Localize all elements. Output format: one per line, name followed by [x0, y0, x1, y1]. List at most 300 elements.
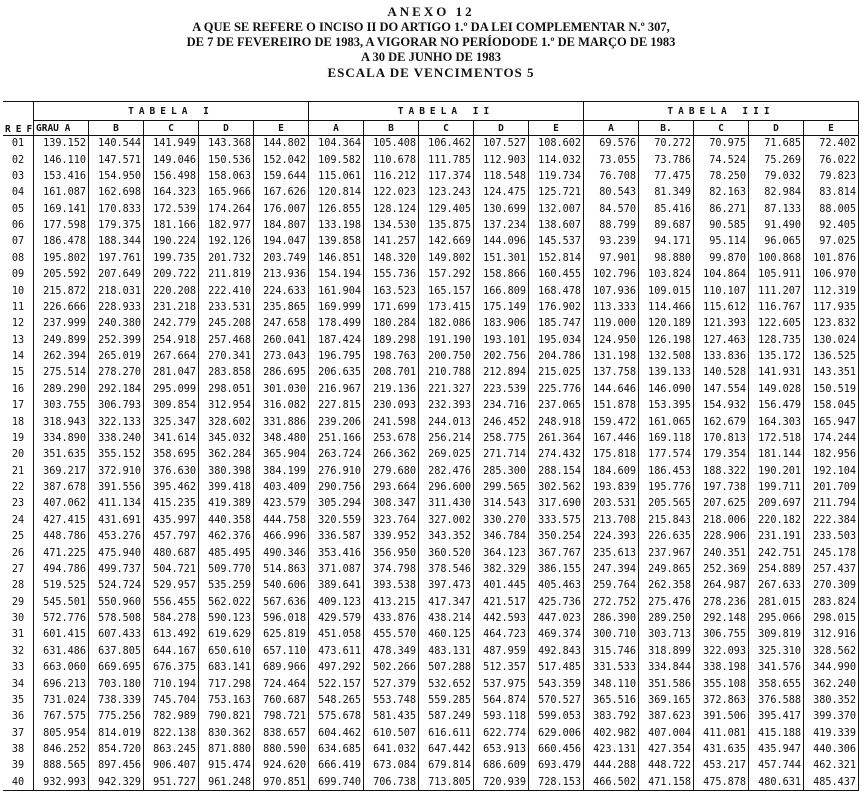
salary-cell: 457.797: [144, 529, 199, 545]
salary-cell: 177.598: [34, 217, 89, 233]
salary-cell: 320.559: [309, 512, 364, 528]
column-header: A: [309, 121, 364, 136]
salary-cell: 171.699: [364, 299, 419, 315]
salary-cell: 296.600: [419, 479, 474, 495]
salary-cell: 225.776: [529, 381, 584, 397]
salary-cell: 417.347: [419, 594, 474, 610]
salary-cell: 312.954: [199, 398, 254, 414]
salary-cell: 222.384: [804, 512, 859, 528]
salary-cell: 299.565: [474, 479, 529, 495]
salary-cell: 679.814: [419, 758, 474, 774]
salary-cell: 295.099: [144, 381, 199, 397]
salary-cell: 158.866: [474, 267, 529, 283]
salary-cell: 161.065: [639, 414, 694, 430]
salary-cell: 578.508: [89, 610, 144, 626]
salary-cell: 562.022: [199, 594, 254, 610]
salary-cell: 378.546: [419, 561, 474, 577]
salary-cell: 273.043: [254, 348, 309, 364]
salary-cell: 88.799: [584, 217, 639, 233]
salary-cell: 369.217: [34, 463, 89, 479]
salary-cell: 360.520: [419, 545, 474, 561]
salary-cell: 344.990: [804, 660, 859, 676]
salary-cell: 187.424: [309, 332, 364, 348]
salary-cell: 157.292: [419, 267, 474, 283]
salary-cell: 471.158: [639, 774, 694, 790]
salary-cell: 529.957: [144, 578, 199, 594]
salary-cell: 383.792: [584, 709, 639, 725]
ref-cell: 26: [3, 545, 34, 561]
salary-cell: 220.182: [749, 512, 804, 528]
salary-cell: 601.415: [34, 627, 89, 643]
salary-cell: 660.456: [529, 741, 584, 757]
table-row: [3, 250, 859, 266]
ref-cell: 30: [3, 610, 34, 626]
ref-cell: 07: [3, 234, 34, 250]
salary-cell: 622.774: [474, 725, 529, 741]
table-row: [3, 610, 859, 626]
salary-cell: 84.570: [584, 201, 639, 217]
salary-cell: 182.086: [419, 316, 474, 332]
salary-cell: 318.943: [34, 414, 89, 430]
salary-cell: 141.257: [364, 234, 419, 250]
salary-cell: 411.134: [89, 496, 144, 512]
salary-cell: 292.184: [89, 381, 144, 397]
salary-cell: 135.172: [749, 348, 804, 364]
salary-cell: 204.786: [529, 348, 584, 364]
salary-cell: 728.153: [529, 774, 584, 790]
salary-cell: 144.802: [254, 136, 309, 152]
salary-cell: 101.876: [804, 250, 859, 266]
salary-cell: 106.970: [804, 267, 859, 283]
salary-cell: 151.301: [474, 250, 529, 266]
salary-cell: 272.752: [584, 594, 639, 610]
annex-subtitle-line-3: A 30 DE JUNHO DE 1983: [361, 50, 501, 64]
table-row: [3, 578, 859, 594]
salary-cell: 775.256: [89, 709, 144, 725]
salary-cell: 309.819: [749, 627, 804, 643]
column-header: D: [749, 121, 804, 136]
salary-cell: 126.855: [309, 201, 364, 217]
salary-cell: 218.031: [89, 283, 144, 299]
salary-cell: 192.104: [804, 463, 859, 479]
salary-cell: 149.046: [144, 152, 199, 168]
salary-cell: 237.999: [34, 316, 89, 332]
salary-cell: 596.018: [254, 610, 309, 626]
salary-cell: 269.025: [419, 447, 474, 463]
salary-cell: 331.886: [254, 414, 309, 430]
ref-cell: 39: [3, 758, 34, 774]
salary-cell: 82.163: [694, 185, 749, 201]
salary-cell: 407.062: [34, 496, 89, 512]
salary-cell: 358.695: [144, 447, 199, 463]
salary-cell: 706.738: [364, 774, 419, 790]
group-header-tabela-i: TABELA I: [34, 102, 309, 121]
salary-cell: 166.809: [474, 283, 529, 299]
salary-cell: 79.823: [804, 168, 859, 184]
salary-cell: 333.575: [529, 512, 584, 528]
ref-cell: 14: [3, 348, 34, 364]
table-row: [3, 758, 859, 774]
table-row: [3, 152, 859, 168]
salary-cell: 231.218: [144, 299, 199, 315]
salary-cell: 142.669: [419, 234, 474, 250]
salary-cell: 116.767: [749, 299, 804, 315]
salary-cell: 160.455: [529, 267, 584, 283]
group-header-tabela-ii: TABELA II: [309, 102, 584, 121]
salary-cell: 475.940: [89, 545, 144, 561]
ref-cell: 01: [3, 136, 34, 152]
salary-cell: 119.734: [529, 168, 584, 184]
salary-cell: 201.709: [804, 479, 859, 495]
salary-cell: 104.364: [309, 136, 364, 152]
salary-cell: 179.375: [89, 217, 144, 233]
salary-cell: 178.499: [309, 316, 364, 332]
salary-cell: 153.416: [34, 168, 89, 184]
salary-cell: 154.932: [694, 398, 749, 414]
salary-cell: 213.936: [254, 267, 309, 283]
salary-cell: 73.786: [639, 152, 694, 168]
table-row: [3, 643, 859, 659]
salary-cell: 343.352: [419, 529, 474, 545]
salary-cell: 553.748: [364, 692, 419, 708]
salary-cell: 634.685: [309, 741, 364, 757]
salary-cell: 137.758: [584, 365, 639, 381]
salary-cell: 193.839: [584, 479, 639, 495]
ref-cell: 05: [3, 201, 34, 217]
column-header: C: [144, 121, 199, 136]
table-row: [3, 676, 859, 692]
salary-cell: 286.695: [254, 365, 309, 381]
salary-cell: 371.087: [309, 561, 364, 577]
salary-cell: 782.989: [144, 709, 199, 725]
salary-cell: 203.749: [254, 250, 309, 266]
salary-cell: 502.266: [364, 660, 419, 676]
ref-cell: 09: [3, 267, 34, 283]
salary-cell: 330.270: [474, 512, 529, 528]
ref-cell: 17: [3, 398, 34, 414]
ref-cell: 18: [3, 414, 34, 430]
salary-cell: 211.819: [199, 267, 254, 283]
salary-cell: 587.249: [419, 709, 474, 725]
salary-cell: 650.610: [199, 643, 254, 659]
salary-cell: 367.767: [529, 545, 584, 561]
salary-cell: 429.579: [309, 610, 364, 626]
salary-cell: 469.374: [529, 627, 584, 643]
salary-cell: 264.987: [694, 578, 749, 594]
salary-cell: 240.351: [694, 545, 749, 561]
salary-cell: 355.152: [89, 447, 144, 463]
salary-cell: 239.206: [309, 414, 364, 430]
salary-cell: 246.452: [474, 414, 529, 430]
salary-cell: 254.889: [749, 561, 804, 577]
salary-cell: 462.376: [199, 529, 254, 545]
salary-cell: 411.081: [694, 725, 749, 741]
salary-cell: 182.956: [804, 447, 859, 463]
table-row: [3, 217, 859, 233]
salary-cell: 435.997: [144, 512, 199, 528]
salary-cell: 215.843: [639, 512, 694, 528]
salary-cell: 203.531: [584, 496, 639, 512]
salary-cell: 535.259: [199, 578, 254, 594]
column-header: E: [254, 121, 309, 136]
salary-cell: 105.408: [364, 136, 419, 152]
salary-cell: 97.025: [804, 234, 859, 250]
ref-cell: 13: [3, 332, 34, 348]
salary-cell: 69.576: [584, 136, 639, 152]
salary-cell: 419.339: [804, 725, 859, 741]
salary-cell: 854.720: [89, 741, 144, 757]
ref-cell: 40: [3, 774, 34, 790]
salary-cell: 270.341: [199, 348, 254, 364]
salary-cell: 247.658: [254, 316, 309, 332]
salary-cell: 421.517: [474, 594, 529, 610]
salary-cell: 328.562: [804, 643, 859, 659]
salary-cell: 201.732: [199, 250, 254, 266]
salary-cell: 559.285: [419, 692, 474, 708]
salary-cell: 548.265: [309, 692, 364, 708]
salary-cell: 391.556: [89, 479, 144, 495]
salary-cell: 188.344: [89, 234, 144, 250]
salary-cell: 401.445: [474, 578, 529, 594]
table-row: [3, 709, 859, 725]
salary-cell: 112.903: [474, 152, 529, 168]
salary-cell: 270.309: [804, 578, 859, 594]
table-row: [3, 463, 859, 479]
salary-cell: 266.362: [364, 447, 419, 463]
salary-cell: 289.250: [639, 610, 694, 626]
salary-cell: 198.763: [364, 348, 419, 364]
salary-cell: 130.024: [804, 332, 859, 348]
salary-cell: 208.701: [364, 365, 419, 381]
salary-cell: 278.270: [89, 365, 144, 381]
salary-cell: 241.598: [364, 414, 419, 430]
salary-cell: 480.631: [749, 774, 804, 790]
salary-cell: 132.508: [639, 348, 694, 364]
salary-cell: 164.303: [749, 414, 804, 430]
salary-cell: 197.738: [694, 479, 749, 495]
salary-cell: 128.124: [364, 201, 419, 217]
salary-cell: 111.207: [749, 283, 804, 299]
salary-cell: 162.698: [89, 185, 144, 201]
salary-cell: 258.775: [474, 430, 529, 446]
table-row: [3, 529, 859, 545]
table-group-header: [3, 102, 859, 121]
salary-cell: 331.533: [584, 660, 639, 676]
ref-cell: 36: [3, 709, 34, 725]
salary-cell: 94.171: [639, 234, 694, 250]
salary-cell: 438.214: [419, 610, 474, 626]
salary-cell: 689.966: [254, 660, 309, 676]
salary-cell: 362.240: [804, 676, 859, 692]
salary-cell: 717.298: [199, 676, 254, 692]
salary-cell: 464.723: [474, 627, 529, 643]
salary-cell: 133.198: [309, 217, 364, 233]
salary-cell: 180.284: [364, 316, 419, 332]
ref-cell: 25: [3, 529, 34, 545]
salary-cell: 70.975: [694, 136, 749, 152]
salary-cell: 328.602: [199, 414, 254, 430]
salary-cell: 703.180: [89, 676, 144, 692]
salary-cell: 205.592: [34, 267, 89, 283]
salary-cell: 473.611: [309, 643, 364, 659]
salary-cell: 442.593: [474, 610, 529, 626]
salary-cell: 209.722: [144, 267, 199, 283]
annex-title: ANEXO 12: [387, 4, 475, 19]
salary-cell: 124.950: [584, 332, 639, 348]
salary-cell: 156.479: [749, 398, 804, 414]
salary-cell: 221.327: [419, 381, 474, 397]
salary-cell: 292.148: [694, 610, 749, 626]
salary-cell: 146.851: [309, 250, 364, 266]
salary-cell: 507.288: [419, 660, 474, 676]
salary-cell: 382.329: [474, 561, 529, 577]
salary-cell: 380.352: [804, 692, 859, 708]
salary-cell: 641.032: [364, 741, 419, 757]
salary-cell: 183.906: [474, 316, 529, 332]
salary-cell: 915.474: [199, 758, 254, 774]
salary-cell: 431.635: [694, 741, 749, 757]
salary-cell: 227.815: [309, 398, 364, 414]
salary-cell: 184.807: [254, 217, 309, 233]
salary-cell: 245.208: [199, 316, 254, 332]
salary-cell: 233.531: [199, 299, 254, 315]
ref-cell: 08: [3, 250, 34, 266]
salary-cell: 267.664: [144, 348, 199, 364]
salary-cell: 466.502: [584, 774, 639, 790]
salary-cell: 122.023: [364, 185, 419, 201]
salary-cell: 619.629: [199, 627, 254, 643]
salary-cell: 440.358: [199, 512, 254, 528]
salary-cell: 252.399: [89, 332, 144, 348]
salary-cell: 871.880: [199, 741, 254, 757]
salary-cell: 257.437: [804, 561, 859, 577]
salary-cell: 129.405: [419, 201, 474, 217]
salary-table: [3, 101, 859, 791]
salary-cell: 286.390: [584, 610, 639, 626]
salary-cell: 213.708: [584, 512, 639, 528]
salary-cell: 423.131: [584, 741, 639, 757]
salary-cell: 504.721: [144, 561, 199, 577]
salary-cell: 673.084: [364, 758, 419, 774]
salary-cell: 961.248: [199, 774, 254, 790]
salary-cell: 168.478: [529, 283, 584, 299]
salary-cell: 123.243: [419, 185, 474, 201]
salary-cell: 140.544: [89, 136, 144, 152]
salary-cell: 440.306: [804, 741, 859, 757]
salary-cell: 186.478: [34, 234, 89, 250]
salary-cell: 73.055: [584, 152, 639, 168]
salary-cell: 249.865: [639, 561, 694, 577]
column-header: C: [419, 121, 474, 136]
salary-cell: 218.006: [694, 512, 749, 528]
salary-cell: 625.819: [254, 627, 309, 643]
salary-cell: 346.784: [474, 529, 529, 545]
salary-cell: 169.118: [639, 430, 694, 446]
salary-cell: 669.695: [89, 660, 144, 676]
salary-cell: 345.032: [199, 430, 254, 446]
salary-cell: 389.641: [309, 578, 364, 594]
table-row: [3, 136, 859, 152]
table-row: [3, 283, 859, 299]
ref-cell: 11: [3, 299, 34, 315]
salary-cell: 253.678: [364, 430, 419, 446]
salary-cell: 696.213: [34, 676, 89, 692]
salary-cell: 485.495: [199, 545, 254, 561]
salary-cell: 169.999: [309, 299, 364, 315]
salary-cell: 494.786: [34, 561, 89, 577]
table-row: [3, 348, 859, 364]
salary-cell: 805.954: [34, 725, 89, 741]
salary-cell: 148.320: [364, 250, 419, 266]
salary-cell: 140.528: [694, 365, 749, 381]
salary-cell: 731.024: [34, 692, 89, 708]
column-header: E: [804, 121, 859, 136]
salary-cell: 395.462: [144, 479, 199, 495]
salary-cell: 71.685: [749, 136, 804, 152]
ref-cell: 34: [3, 676, 34, 692]
salary-cell: 256.214: [419, 430, 474, 446]
salary-cell: 497.292: [309, 660, 364, 676]
salary-cell: 275.514: [34, 365, 89, 381]
salary-cell: 581.435: [364, 709, 419, 725]
salary-cell: 341.614: [144, 430, 199, 446]
salary-scale-title: ESCALA DE VENCIMENTOS 5: [327, 65, 535, 80]
salary-cell: 455.570: [364, 627, 419, 643]
salary-cell: 572.776: [34, 610, 89, 626]
salary-cell: 249.899: [34, 332, 89, 348]
salary-cell: 86.271: [694, 201, 749, 217]
salary-cell: 104.864: [694, 267, 749, 283]
table-row: [3, 332, 859, 348]
salary-cell: 637.805: [89, 643, 144, 659]
salary-cell: 466.996: [254, 529, 309, 545]
salary-cell: 413.215: [364, 594, 419, 610]
salary-cell: 311.430: [419, 496, 474, 512]
salary-cell: 303.755: [34, 398, 89, 414]
column-header: B: [89, 121, 144, 136]
salary-cell: 137.234: [474, 217, 529, 233]
salary-cell: 252.369: [694, 561, 749, 577]
salary-cell: 384.199: [254, 463, 309, 479]
salary-cell: 113.333: [584, 299, 639, 315]
salary-cell: 838.657: [254, 725, 309, 741]
salary-cell: 134.530: [364, 217, 419, 233]
ref-cell: 27: [3, 561, 34, 577]
salary-cell: 70.272: [639, 136, 694, 152]
salary-cell: 105.911: [749, 267, 804, 283]
salary-cell: 724.464: [254, 676, 309, 692]
salary-cell: 154.194: [309, 267, 364, 283]
salary-cell: 147.554: [694, 381, 749, 397]
salary-cell: 116.212: [364, 168, 419, 184]
salary-cell: 228.933: [89, 299, 144, 315]
salary-cell: 399.370: [804, 709, 859, 725]
salary-cell: 130.699: [474, 201, 529, 217]
salary-cell: 115.612: [694, 299, 749, 315]
salary-cell: 444.288: [584, 758, 639, 774]
salary-cell: 235.613: [584, 545, 639, 561]
salary-cell: 144.096: [474, 234, 529, 250]
column-header: D: [474, 121, 529, 136]
salary-cell: 309.854: [144, 398, 199, 414]
salary-cell: 133.836: [694, 348, 749, 364]
salary-cell: 163.523: [364, 283, 419, 299]
salary-cell: 147.571: [89, 152, 144, 168]
salary-cell: 234.716: [474, 398, 529, 414]
salary-cell: 224.393: [584, 529, 639, 545]
salary-cell: 402.982: [584, 725, 639, 741]
ref-cell: 37: [3, 725, 34, 741]
